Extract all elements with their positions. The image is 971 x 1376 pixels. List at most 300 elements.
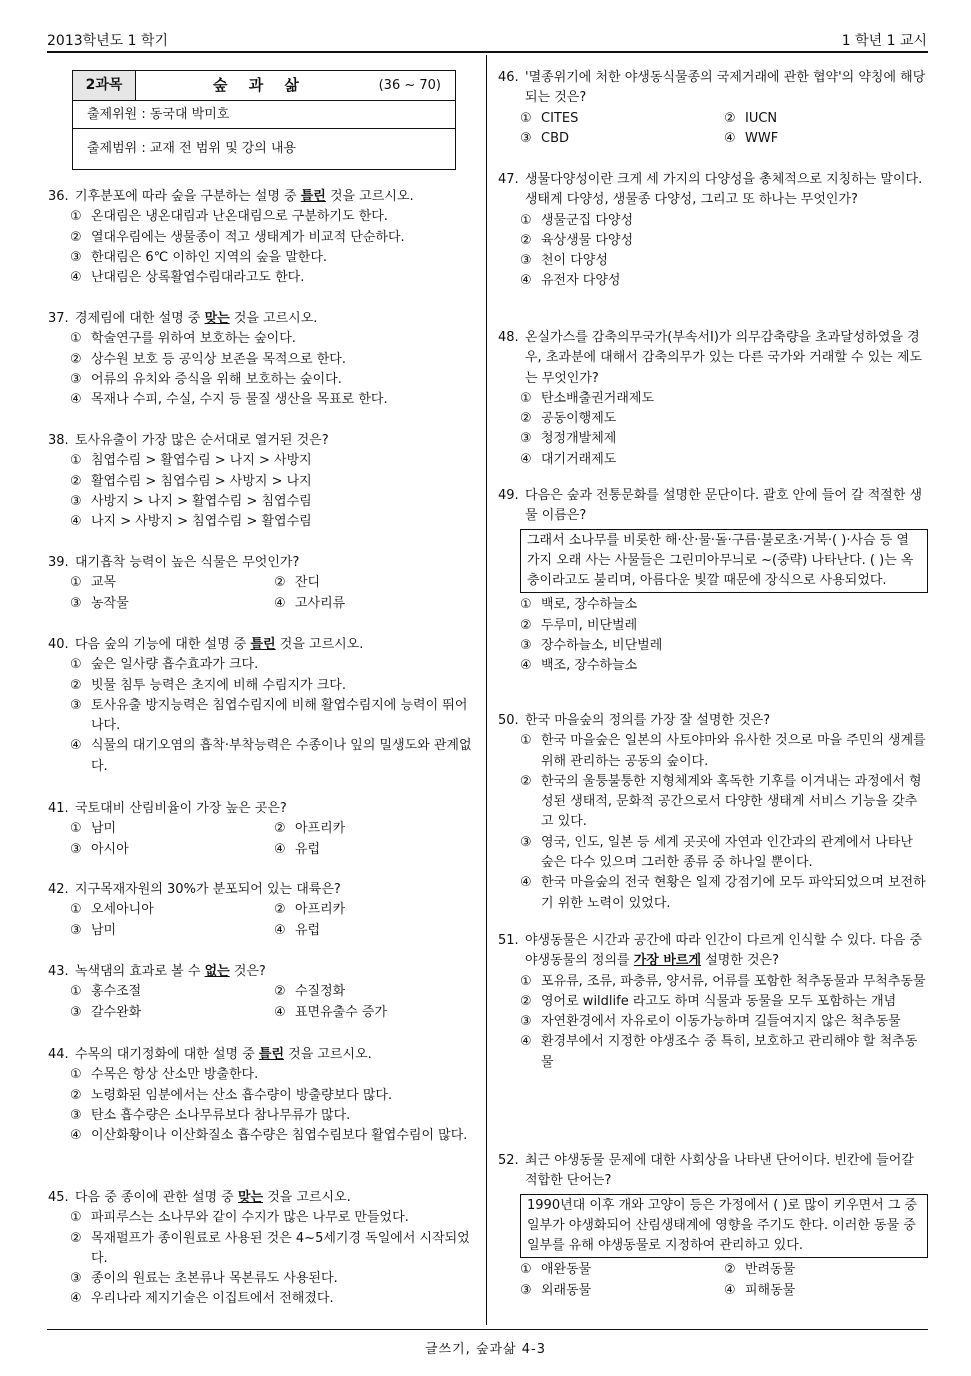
- question-stem: [48, 553, 478, 573]
- question-stem: [48, 187, 478, 207]
- option-text: 파피루스는 소나무와 같이 수지가 많은 나무로 만들었다.: [91, 1210, 409, 1226]
- option-marker: ②: [70, 1230, 82, 1246]
- option-text: IUCN: [745, 110, 778, 126]
- option-marker: ②: [724, 1262, 736, 1278]
- question-stem: [498, 170, 928, 211]
- question-text: 온실가스를 감축의무국가(부속서Ⅰ)가 의무감축량을 초과달성하였을 경우, 초과분에 대해서 감축의무가 있는 다른 국가와 거래할 수 있는 제도는 무엇인가?: [525, 330, 923, 386]
- option-marker: ①: [70, 984, 82, 1000]
- answer-option: [70, 573, 274, 593]
- option-marker: ②: [724, 110, 736, 126]
- option-text: 애완동물: [541, 1262, 592, 1278]
- answer-option: [70, 840, 274, 860]
- option-text: 종이의 원료는 초본류나 목본류도 사용된다.: [91, 1271, 338, 1287]
- option-text: 자연환경에서 자유로이 이동가능하며 길들여지지 않은 척추동물: [541, 1014, 901, 1030]
- question-number: 38.: [48, 433, 69, 448]
- option-text: 아프리카: [295, 902, 346, 918]
- page-footer: 글쓰기, 숲과삶 4-3: [425, 1342, 546, 1357]
- option-marker: ④: [70, 738, 82, 754]
- question-38: [48, 431, 478, 532]
- option-text: 탄소배출권거래제도: [541, 390, 655, 406]
- option-marker: ①: [520, 973, 532, 989]
- answer-options: [520, 731, 928, 914]
- question-number: 44.: [48, 1047, 69, 1062]
- option-text: 청정개발체제: [541, 431, 617, 447]
- answer-option: [274, 594, 478, 614]
- passage-box: 그래서 소나무를 비롯한 해·산·물·돌·구름·불로초·거북·( )·사슴 등 열 가지 오래 사는 사물들은 그린미아무늬로 ~(중략) 나타난다. ( )는 옥충이라고도 불리며, 아름다운 빛깔 때문에 장식으로 사용되었다.: [520, 529, 928, 594]
- option-marker: ④: [520, 875, 532, 891]
- question-stem: [48, 880, 478, 900]
- question-text: 야생동물은 시간과 공간에 따라 인간이 다르게 인식할 수 있다. 다음 중 야생동물의 정의를: [525, 933, 923, 969]
- question-45: [48, 1188, 478, 1310]
- answer-option: [274, 1003, 478, 1023]
- option-text: 노령화된 임분에서는 산소 흡수량이 방출량보다 많다.: [91, 1087, 393, 1103]
- question-emphasis: 맞는: [237, 1190, 264, 1205]
- question-text: 한국 마을숲의 정의를 가장 잘 설명한 것은?: [525, 713, 771, 728]
- option-text: 아프리카: [295, 821, 346, 837]
- question-number: 48.: [498, 330, 519, 345]
- question-emphasis: 틀린: [258, 1047, 285, 1062]
- option-text: 육상생물 다양성: [541, 232, 634, 248]
- option-text: 열대우림에는 생물종이 적고 생태계가 비교적 단순하다.: [91, 229, 405, 245]
- option-text: 표면유출수 증가: [295, 1004, 388, 1020]
- option-text: 남미: [91, 922, 117, 938]
- question-text-end: 것을 고르시오.: [275, 637, 364, 652]
- question-number: 40.: [48, 637, 69, 652]
- option-marker: ①: [520, 1262, 532, 1278]
- answer-options: [70, 451, 478, 532]
- answer-option: [520, 636, 928, 656]
- answer-option: [274, 819, 478, 839]
- option-text: 생물군집 다양성: [541, 212, 634, 228]
- answer-option: [70, 1003, 274, 1023]
- option-marker: ④: [70, 270, 82, 286]
- question-44: [48, 1045, 478, 1146]
- option-text: 잔디: [295, 575, 321, 591]
- option-text: 침엽수림 > 활엽수림 > 나지 > 사방지: [91, 453, 312, 469]
- question-text: 국토대비 산림비율이 가장 높은 곳은?: [75, 801, 287, 816]
- option-marker: ④: [70, 1128, 82, 1144]
- answer-options: [520, 211, 928, 292]
- option-marker: ③: [520, 431, 532, 447]
- answer-option: [520, 450, 928, 470]
- question-stem: [498, 328, 928, 389]
- question-emphasis: 없는: [204, 964, 230, 979]
- option-marker: ①: [70, 1067, 82, 1083]
- option-text: 백로, 장수하늘소: [541, 597, 638, 613]
- answer-option: [70, 228, 478, 248]
- question-stem: [498, 486, 928, 527]
- answer-option: [274, 982, 478, 1002]
- question-43: [48, 962, 478, 1023]
- option-text: 사방지 > 나지 > 활엽수림 > 침엽수림: [91, 493, 312, 509]
- option-marker: ②: [274, 821, 286, 837]
- option-marker: ②: [70, 473, 82, 489]
- option-text: 탄소 흡수량은 소나무류보다 참나무류가 많다.: [91, 1107, 351, 1123]
- option-text: 활엽수림 > 침엽수림 > 사방지 > 나지: [91, 473, 312, 489]
- passage-box: 1990년대 이후 개와 고양이 등은 가정에서 ( )로 많이 키우면서 그 중 일부가 야생화되어 산림생태계에 영향을 주기도 한다. 이러한 동물 중 일부를 유해 야생동물로 지정하여 관리하고 있다.: [520, 1194, 928, 1259]
- top-rule: [47, 51, 928, 53]
- option-marker: ①: [520, 390, 532, 406]
- option-text: 수목은 항상 산소만 방출한다.: [91, 1067, 259, 1083]
- option-marker: ②: [520, 773, 532, 789]
- bottom-rule: [47, 1329, 928, 1330]
- option-marker: ①: [70, 821, 82, 837]
- option-text: 난대림은 상록활엽수림대라고도 한다.: [91, 270, 305, 286]
- answer-option: [70, 1208, 478, 1228]
- question-text: 경제림에 대한 설명 중: [75, 311, 205, 326]
- option-marker: ④: [520, 658, 532, 674]
- option-marker: ①: [520, 110, 532, 126]
- question-emphasis: 틀린: [300, 189, 326, 204]
- option-text: 한대림은 6℃ 이하인 지역의 숲을 말한다.: [91, 249, 328, 265]
- answer-option: [274, 921, 478, 941]
- option-text: 이산화황이나 이산화질소 흡수량은 침엽수림보다 활엽수림이 많다.: [91, 1128, 468, 1144]
- answer-option: [70, 512, 478, 532]
- option-marker: ③: [520, 253, 532, 269]
- answer-option: [70, 268, 478, 288]
- question-36: [48, 187, 478, 288]
- question-stem: [498, 711, 928, 731]
- answer-option: [70, 1065, 478, 1085]
- question-text: 지구목재자원의 30%가 분포되어 있는 대륙은?: [75, 882, 341, 897]
- answer-option: [70, 676, 478, 696]
- answer-option: [520, 1260, 724, 1280]
- option-marker: ②: [70, 229, 82, 245]
- option-text: 수질정화: [295, 984, 346, 1000]
- question-number: 51.: [498, 933, 519, 948]
- option-text: 나지 > 사방지 > 침엽수림 > 활엽수림: [91, 514, 312, 530]
- option-marker: ②: [274, 902, 286, 918]
- option-text: 갈수완화: [91, 1004, 142, 1020]
- answer-options: [520, 595, 928, 676]
- answer-option: [70, 390, 478, 410]
- question-number: 49.: [498, 488, 519, 503]
- option-text: 환경부에서 지정한 야생조수 중 특히, 보호하고 관리해야 할 척추동물: [541, 1034, 918, 1070]
- option-marker: ③: [520, 130, 532, 146]
- column-divider: [486, 55, 487, 1325]
- answer-option: [274, 840, 478, 860]
- option-marker: ③: [70, 493, 82, 509]
- answer-option: [520, 656, 928, 676]
- answer-option: [520, 1012, 928, 1032]
- subject-box: [72, 70, 456, 170]
- answer-options: [520, 109, 928, 150]
- answer-options: [70, 900, 478, 941]
- option-text: 목재나 수피, 수실, 수지 등 물질 생산을 목표로 한다.: [91, 392, 388, 408]
- option-marker: ①: [520, 733, 532, 749]
- option-marker: ④: [274, 595, 286, 611]
- question-emphasis: 틀린: [250, 637, 276, 652]
- question-stem: [498, 931, 928, 972]
- answer-option: [520, 251, 928, 271]
- option-text: 포유류, 조류, 파충류, 양서류, 어류를 포함한 척추동물과 무척추동물: [541, 973, 926, 989]
- option-marker: ②: [70, 677, 82, 693]
- answer-option: [70, 736, 478, 777]
- question-number: 39.: [48, 555, 69, 570]
- question-text: 토사유출이 가장 많은 순서대로 열거된 것은?: [75, 433, 329, 448]
- answer-option: [724, 129, 928, 149]
- answer-option: [520, 833, 928, 874]
- option-text: 숲은 일사량 흡수효과가 크다.: [91, 657, 259, 673]
- answer-option: [520, 616, 928, 636]
- option-text: 한국 마을숲의 전국 현황은 일제 강점기에 모두 파악되었으며 보전하기 위한 노력이 있었다.: [541, 875, 926, 911]
- option-marker: ③: [520, 1282, 532, 1298]
- question-stem: [48, 635, 478, 655]
- answer-option: [70, 594, 274, 614]
- answer-option: [520, 972, 928, 992]
- question-46: [498, 68, 928, 149]
- option-marker: ②: [520, 232, 532, 248]
- option-text: 토사유출 방지능력은 침엽수림지에 비해 활엽수림지에 능력이 뛰어나다.: [91, 697, 468, 734]
- question-text-end: 것을 고르시오.: [284, 1047, 372, 1062]
- option-text: 반려동물: [745, 1262, 796, 1278]
- option-marker: ①: [520, 212, 532, 228]
- answer-option: [70, 1086, 478, 1106]
- answer-options: [70, 819, 478, 860]
- option-text: 농작물: [91, 595, 129, 611]
- option-marker: ③: [70, 371, 82, 387]
- question-number: 45.: [48, 1190, 69, 1205]
- question-number: 43.: [48, 964, 69, 979]
- option-text: 유전자 다양성: [541, 273, 621, 289]
- answer-option: [520, 129, 724, 149]
- answer-option: [70, 1229, 478, 1270]
- question-50: [498, 711, 928, 914]
- answer-option: [274, 573, 478, 593]
- question-48: [498, 328, 928, 470]
- option-text: 두루미, 비단벌레: [541, 617, 638, 633]
- option-marker: ①: [70, 575, 82, 591]
- answer-options: [70, 207, 478, 288]
- question-number: 41.: [48, 801, 69, 816]
- option-marker: ③: [520, 1014, 532, 1030]
- question-number: 47.: [498, 172, 519, 187]
- option-marker: ③: [70, 1271, 82, 1287]
- option-marker: ②: [70, 1087, 82, 1103]
- option-marker: ②: [274, 575, 286, 591]
- option-text: 교목: [91, 575, 117, 591]
- answer-option: [70, 370, 478, 390]
- subject-scope: 출제범위 : 교재 전 범위 및 강의 내용: [87, 141, 297, 156]
- question-text: 다음 중 종이에 관한 설명 중: [75, 1190, 238, 1205]
- answer-option: [70, 329, 478, 349]
- answer-options: [70, 982, 478, 1023]
- answer-option: [520, 731, 928, 772]
- question-37: [48, 309, 478, 410]
- question-text: 대기흡착 능력이 높은 식물은 무엇인가?: [75, 555, 300, 570]
- answer-option: [520, 109, 724, 129]
- option-marker: ③: [70, 1004, 82, 1020]
- option-text: 남미: [91, 821, 117, 837]
- option-text: 오세아니아: [91, 902, 154, 918]
- question-51: [498, 931, 928, 1073]
- option-text: 홍수조절: [91, 984, 142, 1000]
- answer-option: [520, 409, 928, 429]
- option-marker: ④: [520, 273, 532, 289]
- answer-option: [70, 1106, 478, 1126]
- question-text: 녹색댐의 효과로 볼 수: [75, 964, 205, 979]
- option-text: CBD: [541, 130, 570, 146]
- answer-option: [70, 1289, 478, 1309]
- question-41: [48, 799, 478, 860]
- question-stem: [48, 309, 478, 329]
- answer-options: [70, 1208, 478, 1309]
- answer-option: [520, 873, 928, 914]
- question-text-end: 것을 고르시오.: [229, 311, 318, 326]
- question-number: 37.: [48, 311, 69, 326]
- option-marker: ③: [70, 697, 82, 713]
- answer-option: [520, 992, 928, 1012]
- question-stem: [48, 1188, 478, 1208]
- option-text: 고사리류: [295, 595, 346, 611]
- answer-options: [70, 655, 478, 777]
- option-text: 장수하늘소, 비단벌레: [541, 638, 663, 654]
- answer-option: [70, 451, 478, 471]
- answer-options: [520, 1260, 928, 1301]
- option-marker: ③: [70, 841, 82, 857]
- option-text: 외래동물: [541, 1282, 592, 1298]
- answer-option: [520, 1281, 724, 1301]
- answer-option: [520, 429, 928, 449]
- option-text: 유럽: [295, 841, 321, 857]
- option-text: 공동이행제도: [541, 411, 617, 427]
- option-text: 학술연구를 위하여 보호하는 숲이다.: [91, 331, 296, 347]
- question-stem: [48, 962, 478, 982]
- question-stem: [48, 1045, 478, 1065]
- question-emphasis: 맞는: [204, 311, 230, 326]
- question-stem: [498, 1151, 928, 1192]
- option-text: 온대림은 냉온대림과 난온대림으로 구분하기도 한다.: [91, 209, 388, 225]
- option-marker: ④: [520, 1034, 532, 1050]
- option-marker: ④: [70, 392, 82, 408]
- answer-option: [70, 900, 274, 920]
- question-text: 수목의 대기정화에 대한 설명 중: [75, 1047, 259, 1062]
- option-marker: ④: [274, 922, 286, 938]
- question-49: [498, 486, 928, 677]
- option-marker: ①: [70, 657, 82, 673]
- question-text: 최근 야생동물 문제에 대한 사회상을 나타낸 단어이다. 빈칸에 들어갈 적합한 단어는?: [525, 1153, 914, 1189]
- option-text: 목재펄프가 종이원료로 사용된 것은 4~5세기경 독일에서 시작되었다.: [91, 1230, 470, 1266]
- option-marker: ①: [70, 331, 82, 347]
- answer-options: [70, 1065, 478, 1146]
- question-stem: [48, 799, 478, 819]
- option-text: 상수원 보호 등 공익상 보존을 목적으로 한다.: [91, 351, 346, 367]
- exam-session: 1 학년 1 교시: [841, 33, 927, 49]
- question-text: 생물다양성이란 크게 세 가지의 다양성을 총체적으로 지칭하는 말이다. 생태계 다양성, 생물종 다양성, 그리고 또 하나는 무엇인가?: [525, 172, 923, 208]
- answer-option: [70, 248, 478, 268]
- option-text: 식물의 대기오염의 흡착·부착능력은 수종이나 잎의 밀생도와 관계없다.: [91, 738, 472, 774]
- option-marker: ④: [70, 1291, 82, 1307]
- option-marker: ②: [70, 351, 82, 367]
- option-text: 빗물 침투 능력은 초지에 비해 수림지가 크다.: [91, 677, 346, 693]
- answer-option: [70, 655, 478, 675]
- question-47: [498, 170, 928, 292]
- option-text: WWF: [745, 130, 779, 146]
- question-text-end: 것은?: [229, 964, 266, 979]
- question-text-end: 것을 고르시오.: [325, 189, 414, 204]
- question-number: 36.: [48, 189, 69, 204]
- answer-option: [520, 211, 928, 231]
- answer-options: [70, 573, 478, 614]
- option-text: 우리나라 제지기술은 이집트에서 전해졌다.: [91, 1291, 334, 1307]
- answer-option: [70, 492, 478, 512]
- question-number: 42.: [48, 882, 69, 897]
- question-42: [48, 880, 478, 941]
- question-text-end: 설명한 것은?: [701, 953, 780, 969]
- answer-option: [724, 1260, 928, 1280]
- answer-option: [70, 1126, 478, 1146]
- answer-option: [70, 472, 478, 492]
- question-number: 50.: [498, 713, 519, 728]
- option-text: 아시아: [91, 841, 129, 857]
- option-marker: ④: [274, 841, 286, 857]
- question-number: 52.: [498, 1153, 519, 1168]
- option-marker: ①: [520, 597, 532, 613]
- question-text-end: 것을 고르시오.: [263, 1190, 351, 1205]
- question-text: 다음 숲의 기능에 대한 설명 중: [75, 637, 251, 652]
- option-marker: ③: [70, 922, 82, 938]
- option-text: 천이 다양성: [541, 253, 608, 269]
- option-marker: ②: [274, 984, 286, 1000]
- option-marker: ①: [70, 1210, 82, 1226]
- option-marker: ③: [70, 249, 82, 265]
- question-stem: [48, 431, 478, 451]
- answer-option: [274, 900, 478, 920]
- answer-option: [70, 696, 478, 737]
- question-39: [48, 553, 478, 614]
- option-text: 영국, 인도, 일본 등 세계 곳곳에 자연과 인간과의 관계에서 나타난 숲은 다수 있으며 그러한 종류 중 하나일 뿐이다.: [541, 834, 913, 871]
- option-text: 백조, 장수하늘소: [541, 658, 638, 674]
- option-text: 대기거래제도: [541, 451, 617, 467]
- option-text: 한국의 울퉁불퉁한 지형체계와 혹독한 기후를 이겨내는 과정에서 형성된 생태적, 문화적 공간으로서 다양한 생태계 서비스 기능을 갖추고 있다.: [541, 773, 922, 830]
- answer-options: [70, 329, 478, 410]
- option-marker: ④: [70, 514, 82, 530]
- answer-option: [724, 109, 928, 129]
- answer-options: [520, 972, 928, 1073]
- subject-title: 숲 과 삶: [213, 76, 307, 94]
- answer-option: [70, 982, 274, 1002]
- option-marker: ④: [724, 130, 736, 146]
- option-marker: ②: [520, 617, 532, 633]
- option-text: 영어로 wildlife 라고도 하며 식물과 동물을 모두 포함하는 개념: [541, 993, 897, 1009]
- answer-option: [724, 1281, 928, 1301]
- question-number: 46.: [498, 70, 519, 85]
- option-text: 피해동물: [745, 1282, 796, 1298]
- question-text: 기후분포에 따라 숲을 구분하는 설명 중: [75, 189, 301, 204]
- question-stem: [498, 68, 928, 109]
- option-marker: ④: [724, 1282, 736, 1298]
- question-range: (36 ~ 70): [378, 78, 441, 93]
- option-marker: ③: [70, 595, 82, 611]
- answer-option: [520, 231, 928, 251]
- answer-option: [520, 1032, 928, 1073]
- answer-option: [70, 819, 274, 839]
- exam-term: 2013학년도 1 학기: [47, 33, 169, 49]
- answer-option: [70, 1269, 478, 1289]
- answer-option: [520, 595, 928, 615]
- answer-option: [520, 389, 928, 409]
- option-text: 한국 마을숲은 일본의 사토야마와 유사한 것으로 마을 주민의 생계를 위해 관리하는 공동의 숲이다.: [541, 733, 926, 769]
- option-text: CITES: [541, 110, 579, 126]
- option-marker: ③: [70, 1107, 82, 1123]
- option-marker: ③: [520, 638, 532, 654]
- question-40: [48, 635, 478, 777]
- question-52: [498, 1151, 928, 1301]
- answer-option: [70, 207, 478, 227]
- option-marker: ④: [520, 451, 532, 467]
- answer-option: [520, 271, 928, 291]
- option-text: 어류의 유치와 증식을 위해 보호하는 숲이다.: [91, 371, 342, 387]
